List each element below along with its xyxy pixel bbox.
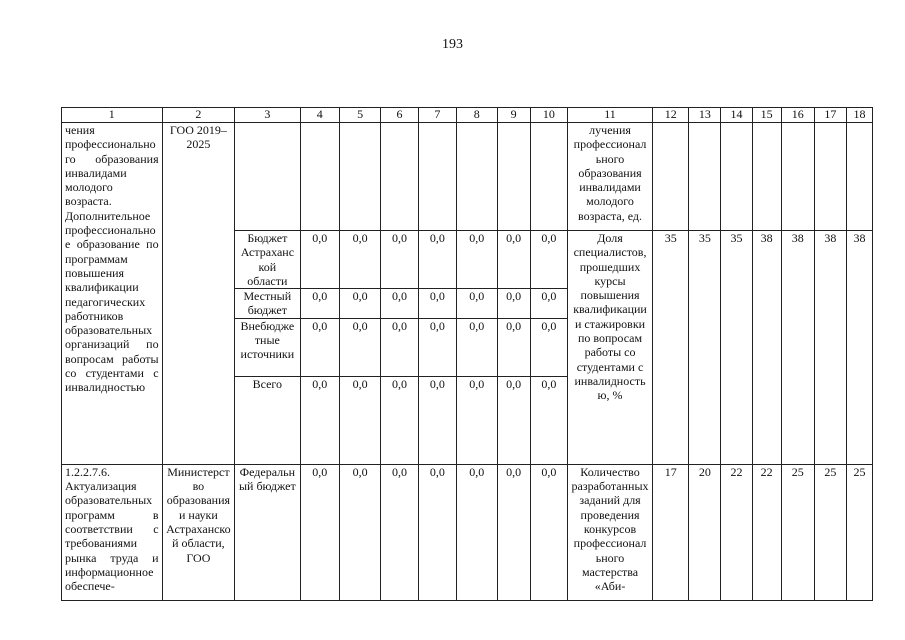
header-cell: 2 — [162, 108, 235, 123]
value-cell: 0,0 — [339, 318, 380, 376]
target-cell: 38 — [846, 231, 872, 465]
indicator-cell: лучения профессионального образования инвалидами молодого возраста, ед. — [568, 123, 653, 231]
target-cell: 25 — [781, 464, 814, 600]
value-cell: 0,0 — [530, 464, 567, 600]
value-cell: 0,0 — [339, 464, 380, 600]
target-cell: 25 — [846, 464, 872, 600]
funding-source: Всего — [235, 376, 300, 464]
header-cell: 3 — [235, 108, 300, 123]
header-cell: 4 — [300, 108, 339, 123]
table-row — [62, 464, 873, 600]
target-cell: 20 — [689, 464, 721, 600]
header-cell: 16 — [781, 108, 814, 123]
header-cell: 12 — [653, 108, 689, 123]
target-cell: 25 — [814, 464, 846, 600]
value-cell: 0,0 — [530, 289, 567, 319]
value-cell: 0,0 — [339, 289, 380, 319]
target-cell: 38 — [814, 231, 846, 465]
header-cell: 14 — [721, 108, 752, 123]
value-cell: 0,0 — [457, 231, 497, 289]
indicator-cell: Доля специалистов, прошедших курсы повышения квалификации и стажировки по вопросам работы со студентами с инвалидностью, % — [568, 231, 653, 465]
value-cell: 0,0 — [381, 376, 418, 464]
page-number: 193 — [442, 37, 463, 52]
header-cell: 6 — [381, 108, 418, 123]
value-cell: 0,0 — [457, 318, 497, 376]
value-cell: 0,0 — [300, 289, 339, 319]
header-cell: 5 — [339, 108, 380, 123]
value-cell: 0,0 — [381, 318, 418, 376]
value-cell: 0,0 — [497, 464, 530, 600]
executor-term: ГОО 2019–2025 — [162, 123, 235, 465]
program-table — [61, 107, 873, 601]
value-cell: 0,0 — [457, 464, 497, 600]
measure-name: чения профессионального образования инвалидами молодого возраста. Дополнительное профессиональное образование по программам повышения квалификации педагогических работников образовательных организаций по вопросам работы со студентами с инвалидностью — [62, 123, 163, 465]
value-cell: 0,0 — [381, 464, 418, 600]
target-cell: 35 — [721, 231, 752, 465]
value-cell: 0,0 — [418, 464, 456, 600]
value-cell: 0,0 — [339, 231, 380, 289]
header-cell: 1 — [62, 108, 163, 123]
value-cell: 0,0 — [457, 376, 497, 464]
header-cell: 7 — [418, 108, 456, 123]
value-cell: 0,0 — [418, 231, 456, 289]
target-cell: 22 — [721, 464, 752, 600]
table-row — [62, 123, 873, 231]
target-cell: 17 — [653, 464, 689, 600]
header-cell: 9 — [497, 108, 530, 123]
target-cell: 38 — [752, 231, 781, 465]
value-cell: 0,0 — [530, 376, 567, 464]
header-cell: 18 — [846, 108, 872, 123]
value-cell: 0,0 — [381, 231, 418, 289]
value-cell: 0,0 — [530, 231, 567, 289]
target-cell: 38 — [781, 231, 814, 465]
funding-source: Бюджет Астраханской области — [235, 231, 300, 289]
value-cell: 0,0 — [530, 318, 567, 376]
value-cell: 0,0 — [300, 376, 339, 464]
funding-source: Федеральный бюджет — [235, 464, 300, 600]
value-cell: 0,0 — [497, 318, 530, 376]
header-cell: 17 — [814, 108, 846, 123]
value-cell: 0,0 — [300, 464, 339, 600]
header-cell: 10 — [530, 108, 567, 123]
header-cell: 8 — [457, 108, 497, 123]
header-cell: 13 — [689, 108, 721, 123]
header-row — [62, 108, 873, 123]
header-cell: 11 — [568, 108, 653, 123]
executor: Министерство образования и науки Астраханской области, ГОО — [162, 464, 235, 600]
measure-name: 1.2.2.7.6. Актуализация образовательных программ в соответствии с требованиями рынка труда и информационное обеспече- — [62, 464, 163, 600]
value-cell: 0,0 — [381, 289, 418, 319]
value-cell: 0,0 — [418, 376, 456, 464]
indicator-cell: Количество разработанных заданий для проведения конкурсов профессионального мастерства «Аби- — [568, 464, 653, 600]
value-cell: 0,0 — [497, 231, 530, 289]
value-cell: 0,0 — [457, 289, 497, 319]
funding-source: Местный бюджет — [235, 289, 300, 319]
value-cell: 0,0 — [339, 376, 380, 464]
value-cell: 0,0 — [497, 376, 530, 464]
value-cell: 0,0 — [300, 231, 339, 289]
target-cell: 35 — [653, 231, 689, 465]
funding-source: Внебюджетные источники — [235, 318, 300, 376]
header-cell: 15 — [752, 108, 781, 123]
target-cell: 22 — [752, 464, 781, 600]
value-cell: 0,0 — [497, 289, 530, 319]
value-cell: 0,0 — [418, 289, 456, 319]
value-cell: 0,0 — [300, 318, 339, 376]
target-cell: 35 — [689, 231, 721, 465]
value-cell: 0,0 — [418, 318, 456, 376]
